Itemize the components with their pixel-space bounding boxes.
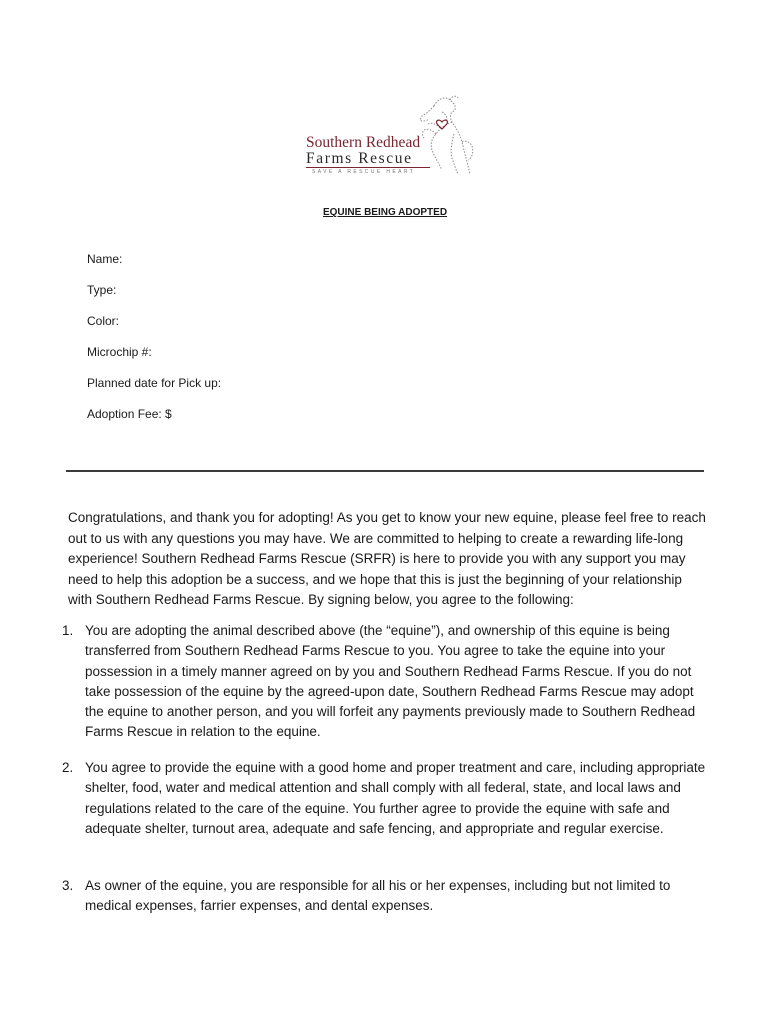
field-type-label: Type: bbox=[87, 283, 117, 297]
intro-paragraph: Congratulations, and thank you for adopting! As you get to know your new equine, please feel free to reach out to us with any questions you may have. We are committed to helping to create a rewarding life-long experience! Southern Redhead Farms Rescue (SRFR) is here to provide you with any support you may need to help this adoption be a success, and we hope that this is just the beginning of your relationship with Southern Redhead Farms Rescue. By signing below, you agree to the following: bbox=[68, 510, 706, 607]
logo-line-1: Southern Redhead bbox=[306, 134, 421, 151]
section-divider bbox=[66, 470, 704, 472]
srfr-logo bbox=[300, 94, 480, 178]
field-microchip-label: Microchip #: bbox=[87, 345, 152, 359]
logo-line-2: Farms Rescue bbox=[306, 150, 413, 167]
field-color-label: Color: bbox=[87, 314, 120, 328]
term-item-1 bbox=[62, 621, 708, 743]
term-number: 2. bbox=[62, 760, 74, 775]
logo-rule bbox=[306, 167, 430, 168]
section-title: EQUINE BEING ADOPTED bbox=[322, 207, 448, 218]
term-item-3 bbox=[62, 876, 708, 917]
term-text: You are adopting the animal described above (the “equine”), and ownership of this equine is being transferred from Southern Redhead Farms Rescue to you. You agree to take the equine into your possession in a timely manner agreed on by you and Southern Redhead Farms Rescue. If you do not take possession of the equine by the agreed-upon date, Southern Redhead Farms Rescue may adopt the equine to another person, and you will forfeit any payments previously made to Southern Redhead Farms Rescue in relation to the equine. bbox=[85, 623, 696, 740]
term-number: 1. bbox=[62, 623, 74, 638]
field-adoption-fee-label: Adoption Fee: $ bbox=[87, 407, 172, 421]
term-number: 3. bbox=[62, 878, 74, 893]
field-name-label: Name: bbox=[87, 252, 123, 266]
rearing-horse-icon bbox=[412, 94, 478, 176]
term-item-2 bbox=[62, 758, 708, 839]
term-text: As owner of the equine, you are responsible for all his or her expenses, including but not limited to medical expenses, farrier expenses, and dental expenses. bbox=[85, 878, 671, 914]
term-text: You agree to provide the equine with a good home and proper treatment and care, including appropriate shelter, food, water and medical attention and shall comply with all federal, state, and local laws and regulations related to the care of the equine. You further agree to provide the equine with safe and adequate shelter, turnout area, adequate and safe fencing, and appropriate and regular exercise. bbox=[85, 760, 706, 836]
logo-tagline: SAVE A RESCUE HEART bbox=[312, 169, 416, 175]
field-pickup-date-label: Planned date for Pick up: bbox=[87, 376, 222, 390]
